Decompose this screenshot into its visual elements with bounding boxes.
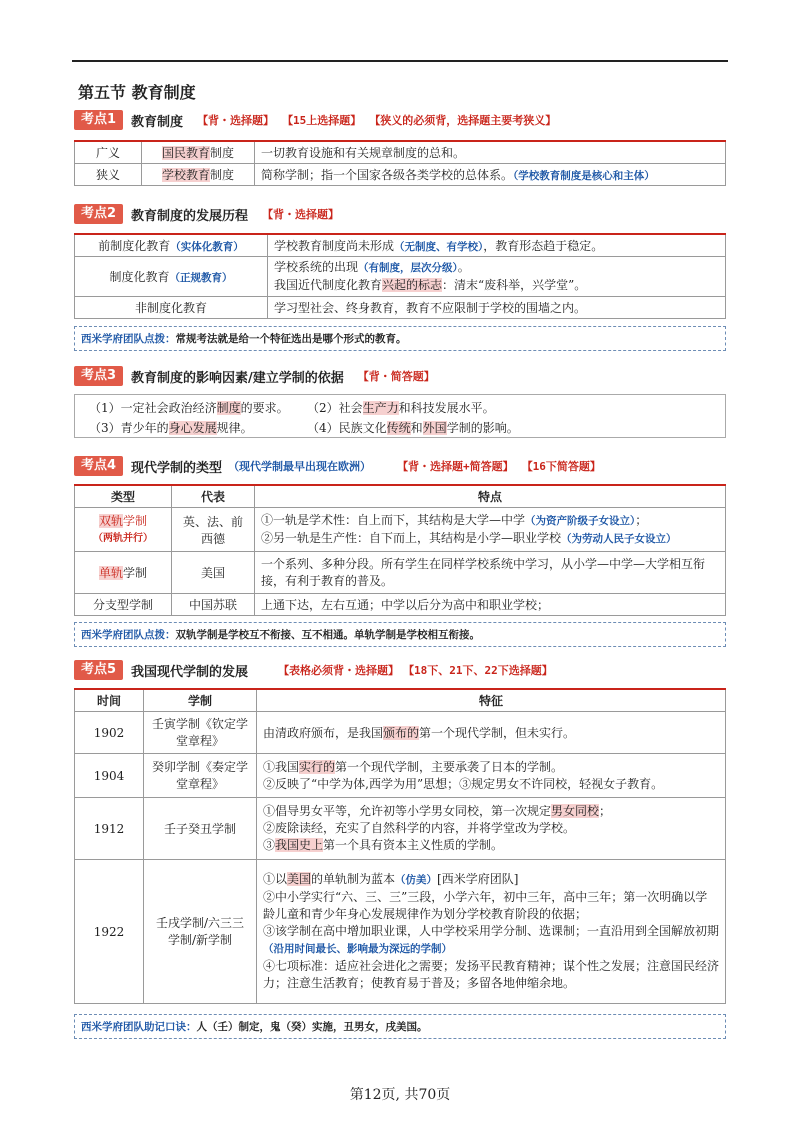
help-label: 西米学府团队点拨：	[81, 629, 176, 641]
column-header: 时间	[75, 689, 144, 712]
text: ：清末“废科举，兴学堂”。	[442, 278, 587, 292]
help-label: 西米学府团队助记口诀：	[81, 1021, 197, 1033]
highlight: 单轨	[98, 566, 123, 580]
text: 制度	[210, 168, 235, 182]
text: 。	[457, 260, 470, 274]
kp5-badge: 考点5	[74, 660, 123, 680]
column-header: 代表	[172, 485, 255, 508]
column-header: 类型	[75, 485, 172, 508]
cell	[75, 257, 268, 297]
cell-name: 癸卯学制《奏定学堂章程》	[144, 754, 257, 798]
highlight: 教育	[185, 146, 210, 160]
cell	[255, 508, 726, 552]
note: （正规教育）	[169, 272, 233, 284]
cell: 英、法、前西德	[172, 508, 255, 552]
cell-name: 壬子癸丑学制	[144, 798, 257, 860]
text: 第一个具有资本主义性质的学制。	[323, 838, 504, 852]
kp2-table	[74, 233, 726, 319]
kp3-title: 教育制度的影响因素/建立学制的依据	[131, 370, 344, 386]
text: ；	[599, 804, 612, 818]
table-row	[75, 798, 726, 860]
highlight: 男女同校	[551, 804, 600, 818]
cell-year: 1904	[75, 754, 144, 798]
kp3-box	[74, 394, 726, 438]
cell-name: 壬寅学制《钦定学堂章程》	[144, 712, 257, 754]
line	[261, 512, 719, 530]
line	[263, 871, 719, 889]
kp4-header	[74, 456, 601, 476]
cell: 非制度化教育	[75, 297, 268, 319]
kp1-header	[74, 110, 556, 130]
text: 一切教育设施和有关规章制度的总和。	[261, 146, 466, 160]
text: 和	[410, 421, 423, 435]
cell	[255, 141, 726, 164]
line: ④七项标准：适应社会进化之需要；发扬平民教育精神；谋个性之发展；注意国民经济力；注意生活教育；使教育易于普及；多留各地伸缩余地。	[263, 959, 720, 990]
cell	[75, 234, 268, 257]
cell: 学习型社会、终身教育，教育不应限制于学校的围墙之内。	[268, 297, 726, 319]
table-row	[75, 712, 726, 754]
table-row	[75, 257, 726, 297]
text: ①我国	[263, 759, 300, 774]
highlight: 身心发展	[168, 421, 217, 435]
cell	[142, 141, 255, 164]
kp5-table	[74, 688, 726, 1004]
table-header-row	[75, 485, 726, 508]
kp5-header	[74, 660, 553, 680]
factor-1	[89, 399, 289, 416]
cell: 广义	[75, 141, 142, 164]
cell: 一个系列、多种分段。所有学生在同样学校系统中学习，从小学—中学—大学相互衔接，有利于教育的普及。	[255, 552, 726, 594]
text: （1）一定社会政治经济	[89, 401, 217, 415]
kp4-tag2: 【16下简答题】	[521, 460, 601, 473]
cell-year: 1902	[75, 712, 144, 754]
cell	[75, 508, 172, 552]
kp4-help-box	[74, 622, 726, 647]
highlight: 美国	[287, 872, 312, 886]
column-header: 特点	[255, 485, 726, 508]
line	[263, 759, 719, 776]
text: 第一个现代学制，但未实行。	[419, 726, 576, 740]
kp2-title: 教育制度的发展历程	[131, 208, 249, 224]
note: （沿用时间最长、影响最为深远的学制）	[263, 943, 452, 955]
note: （有制度，层次分级）	[358, 262, 458, 274]
text: 规律。	[216, 421, 253, 435]
help-label: 西米学府团队点拨：	[81, 333, 176, 345]
kp2-badge: 考点2	[74, 204, 123, 224]
cell-year: 1922	[75, 860, 144, 1004]
cell: 分支型学制	[75, 594, 172, 616]
text: 学制的影响。	[446, 421, 519, 435]
text: 我国近代制度化教育	[274, 278, 383, 292]
kp1-tag1: 【背・选择题】	[197, 114, 275, 127]
cell	[268, 234, 726, 257]
note: （无制度、有学校）	[394, 241, 484, 253]
line	[263, 837, 719, 854]
text: 制度	[210, 146, 235, 160]
line	[81, 513, 165, 530]
kp2-header	[74, 204, 339, 224]
table-row	[75, 164, 726, 186]
kp4-table	[74, 484, 726, 616]
cell	[268, 257, 726, 297]
highlight: 教育	[185, 168, 210, 182]
text: （2）社会	[307, 401, 363, 415]
text: 的要求。	[240, 401, 289, 415]
kp5-help-box	[74, 1014, 726, 1039]
note: （实体化教育）	[170, 241, 244, 253]
line: ②反映了“中学为体,西学为用”思想；③规定男女不许同校，轻视女子教育。	[263, 776, 664, 791]
text: 学校系统的出现	[274, 260, 359, 274]
kp3-tag1: 【背・简答题】	[357, 370, 435, 383]
table-row	[75, 754, 726, 798]
factor-2	[307, 399, 495, 416]
highlight: 实行的	[299, 759, 336, 774]
highlight: 颁布的	[383, 726, 420, 740]
kp4-tag1: 【背・选择题+简答题】	[397, 460, 514, 473]
text: 学校教育制度尚未形成	[274, 239, 395, 253]
highlight: 兴起的标志	[382, 278, 443, 292]
kp4-title-note: （现代学制最早出现在欧洲）	[228, 460, 372, 473]
kp1-badge: 考点1	[74, 110, 123, 130]
highlight: 传统	[386, 421, 411, 435]
text: 简称学制；指一个国家各级各类学校的总体系。	[261, 168, 514, 182]
highlight: 学校	[161, 168, 186, 182]
column-header: 特征	[257, 689, 726, 712]
kp5-tag1: 【表格必须背・选择题】	[278, 664, 400, 677]
kp1-tag2: 【15上选择题】	[282, 114, 362, 127]
text: ；	[635, 512, 648, 527]
table-row	[75, 860, 726, 1004]
kp4-title: 现代学制的类型	[131, 460, 223, 476]
table-row	[75, 297, 726, 319]
note: （仿美）	[395, 874, 438, 886]
text: [西米学府团队]	[437, 872, 519, 886]
top-rule	[72, 60, 728, 62]
kp3-header	[74, 366, 435, 386]
cell	[255, 164, 726, 186]
section-title: 第五节 教育制度	[78, 83, 196, 102]
kp5-tag2: 【18下、21下、22下选择题】	[403, 664, 553, 677]
note: （为劳动人民子女设立）	[561, 532, 677, 545]
text: 和科技发展水平。	[398, 401, 495, 415]
highlight: 国民	[161, 146, 186, 160]
kp1-tag3: 【狭义的必须背，选择题主要考狭义】	[369, 114, 557, 127]
kp5-title: 我国现代学制的发展	[131, 664, 249, 680]
help-text: 常规考法就是给一个特征选出是哪个形式的教育。	[175, 333, 407, 345]
text: 学制	[123, 513, 148, 528]
highlight: 外国	[422, 421, 447, 435]
kp4-badge: 考点4	[74, 456, 123, 476]
text: ①以	[263, 872, 288, 886]
text: ①倡导男女平等，允许初等小学男女同校，第一次规定	[263, 804, 552, 818]
table-row	[75, 508, 726, 552]
text: 学制	[123, 566, 148, 580]
line: ②中小学实行“六、三、三”三段，小学六年，初中三年，高中三年；第一次明确以学龄儿童和青少年身心发展规律作为划分学校教育阶段的依据；	[263, 890, 708, 921]
cell: 美国	[172, 552, 255, 594]
text: ②另一轨是生产性：自下而上，其结构是小学—职业学校	[261, 530, 562, 545]
line	[261, 530, 719, 548]
line	[274, 277, 719, 294]
cell-name: 壬戌学制/六三三学制/新学制	[144, 860, 257, 1004]
help-text: 人（壬）制定，鬼（癸）实施，丑男女，戌美国。	[196, 1021, 428, 1033]
kp1-title: 教育制度	[131, 114, 184, 130]
note: （两轨并行）	[93, 532, 153, 544]
table-row	[75, 234, 726, 257]
text: 的单轨制为蓝本	[311, 872, 396, 886]
cell: 狭义	[75, 164, 142, 186]
text: （3）青少年的	[89, 421, 169, 435]
cell	[257, 860, 726, 1004]
cell	[257, 712, 726, 754]
cell: 中国苏联	[172, 594, 255, 616]
cell	[257, 754, 726, 798]
highlight: 生产力	[362, 401, 399, 415]
cell	[257, 798, 726, 860]
factor-3	[89, 419, 253, 436]
cell: 上通下达，左右互通；中学以后分为高中和职业学校；	[255, 594, 726, 616]
text: 前制度化教育	[98, 239, 171, 253]
note: （学校教育制度是核心和主体）	[513, 170, 655, 182]
kp2-help-box	[74, 326, 726, 351]
cell-year: 1912	[75, 798, 144, 860]
text: ③该学制在高中增加职业课，人中学校采用学分制、选课制；一直沿用到全国解放初期	[263, 924, 720, 938]
cell	[75, 552, 172, 594]
text: 由清政府颁布，是我国	[263, 726, 384, 740]
highlight: 双轨	[98, 513, 123, 528]
page-footer: 第12页, 共70页	[349, 1087, 451, 1103]
table-row	[75, 594, 726, 616]
column-header: 学制	[144, 689, 257, 712]
kp3-badge: 考点3	[74, 366, 123, 386]
text: 制度化教育	[109, 270, 170, 284]
line	[263, 923, 719, 958]
table-header-row	[75, 689, 726, 712]
line	[274, 259, 719, 277]
text: 第一个现代学制，主要承袭了日本的学制。	[335, 759, 564, 774]
line	[263, 803, 719, 820]
text: （4）民族文化	[307, 421, 387, 435]
text: ③	[263, 838, 276, 852]
kp1-table	[74, 140, 726, 186]
highlight: 制度	[216, 401, 241, 415]
table-row	[75, 141, 726, 164]
help-text: 双轨学制是学校互不衔接、互不相通。单轨学制是学校相互衔接。	[175, 629, 480, 641]
text: ①一轨是学术性：自上而下，其结构是大学—中学	[261, 512, 526, 527]
highlight: 我国史上	[275, 838, 324, 852]
cell	[142, 164, 255, 186]
line: ②废除读经，充实了自然科学的内容，并将学堂改为学校。	[263, 821, 576, 835]
note: （为资产阶级子女设立）	[525, 514, 636, 527]
text: ，教育形态趋于稳定。	[483, 239, 604, 253]
factor-4	[307, 419, 519, 436]
kp2-tag1: 【背・选择题】	[262, 208, 340, 221]
table-row	[75, 552, 726, 594]
